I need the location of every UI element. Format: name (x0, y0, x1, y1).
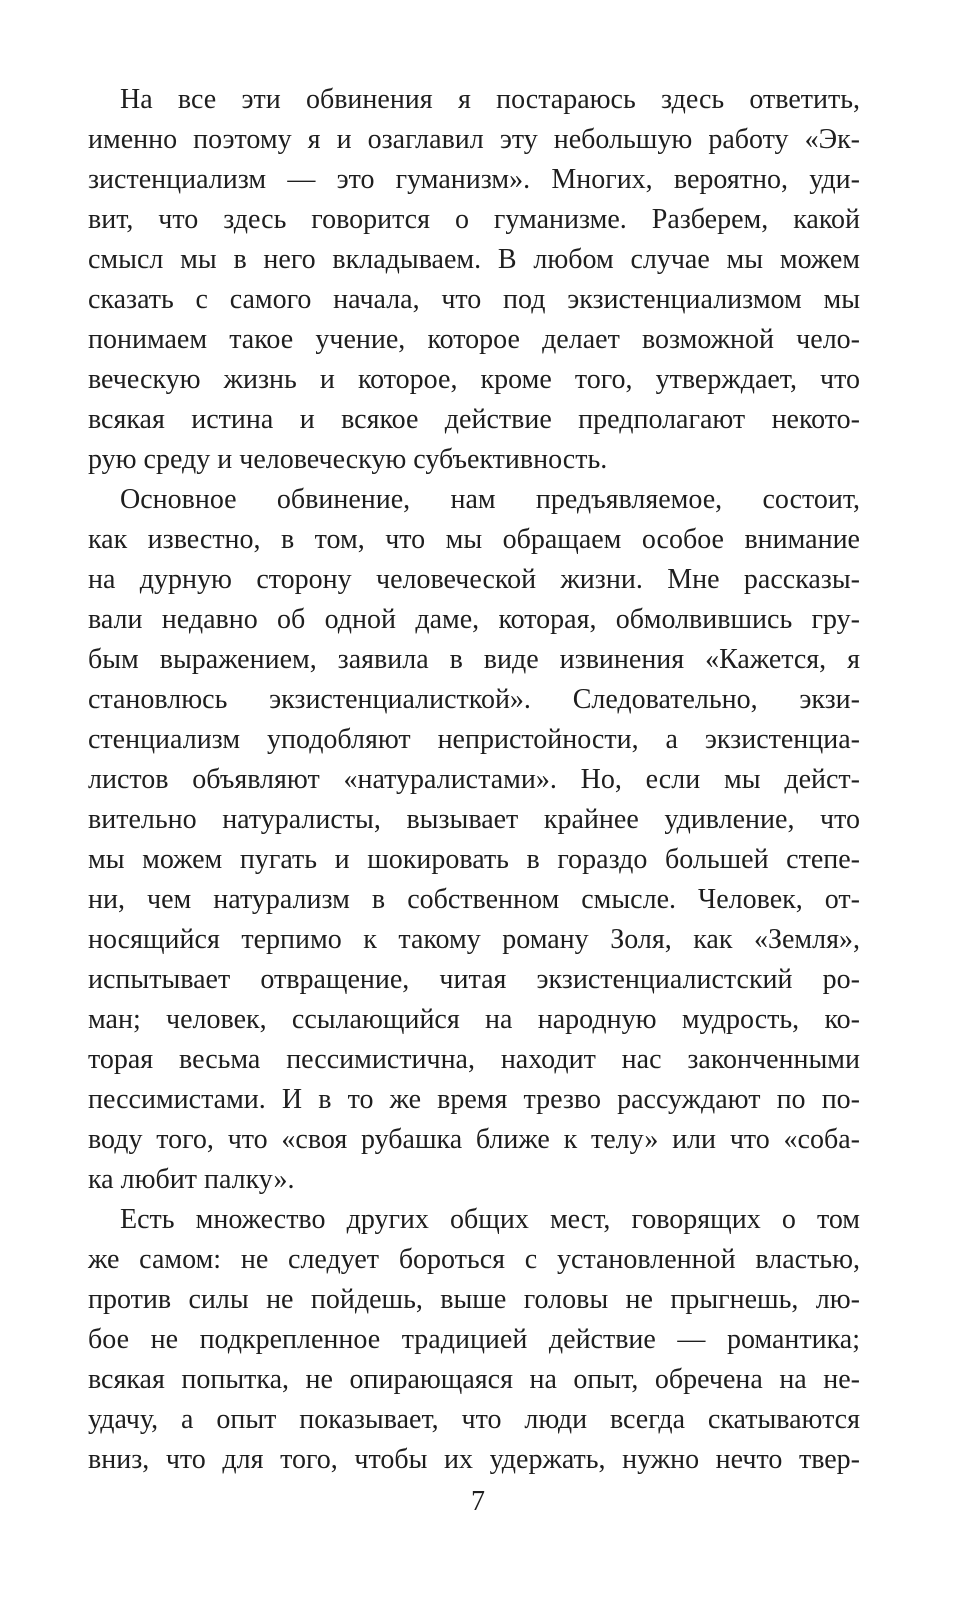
text-line: бое не подкрепленное традицией действие — романтика; (88, 1324, 860, 1355)
text-line: понимаем такое учение, которое делает возможной чело- (88, 324, 860, 355)
text-line: ман; человек, ссылающийся на народную мудрость, ко- (88, 1004, 860, 1035)
text-line: против силы не пойдешь, выше головы не прыгнешь, лю- (88, 1284, 860, 1315)
text-line: ни, чем натурализм в собственном смысле. Человек, от- (88, 884, 860, 915)
text-line: именно поэтому я и озаглавил эту небольшую работу «Эк- (88, 124, 860, 155)
page-number: 7 (471, 1486, 485, 1517)
text-line: вали недавно об одной даме, которая, обмолвившись гру- (88, 604, 860, 635)
text-line: рую среду и человеческую субъективность. (88, 444, 608, 475)
text-line: Есть множество других общих мест, говорящих о том (120, 1204, 860, 1235)
paragraph (88, 1200, 860, 1480)
text-line: торая весьма пессимистична, находит нас законченными (88, 1044, 860, 1075)
text-line: веческую жизнь и которое, кроме того, утверждает, что (88, 364, 860, 395)
text-line: вит, что здесь говорится о гуманизме. Разберем, какой (88, 204, 860, 235)
text-line: стенциализм уподобляют непристойности, а экзистенциа- (88, 724, 860, 755)
book-page-text (88, 80, 860, 1480)
text-line: всякая истина и всякое действие предполагают некото- (88, 404, 860, 435)
text-line: листов объявляют «натуралистами». Но, если мы дейст- (88, 764, 860, 795)
text-line: ка любит палку». (88, 1164, 295, 1195)
text-line: вительно натуралисты, вызывает крайнее удивление, что (88, 804, 860, 835)
text-line: становлюсь экзистенциалисткой». Следовательно, экзи- (88, 684, 860, 715)
text-line: пессимистами. И в то же время трезво рассуждают по по- (88, 1084, 860, 1115)
text-line: смысл мы в него вкладываем. В любом случае мы можем (88, 244, 860, 275)
text-line: вниз, что для того, чтобы их удержать, нужно нечто твер- (88, 1444, 860, 1475)
text-line: на дурную сторону человеческой жизни. Мне рассказы- (88, 564, 860, 595)
text-line: На все эти обвинения я постараюсь здесь ответить, (120, 84, 860, 115)
text-line: воду того, что «своя рубашка ближе к телу» или что «соба- (88, 1124, 860, 1155)
text-line: мы можем пугать и шокировать в гораздо большей степе- (88, 844, 860, 875)
text-line: испытывает отвращение, читая экзистенциалистский ро- (88, 964, 860, 995)
paragraph (88, 480, 860, 1200)
text-line: зистенциализм — это гуманизм». Многих, вероятно, уди- (88, 164, 860, 195)
text-line: носящийся терпимо к такому роману Золя, как «Земля», (88, 924, 860, 955)
text-line: как известно, в том, что мы обращаем особое внимание (88, 524, 860, 555)
text-line: Основное обвинение, нам предъявляемое, состоит, (120, 484, 860, 515)
text-line: же самом: не следует бороться с установленной властью, (88, 1244, 860, 1275)
text-line: всякая попытка, не опирающаяся на опыт, обречена на не- (88, 1364, 860, 1395)
text-line: сказать с самого начала, что под экзистенциализмом мы (88, 284, 860, 315)
text-line: бым выражением, заявила в виде извинения «Кажется, я (88, 644, 860, 675)
paragraph (88, 80, 860, 480)
text-line: удачу, а опыт показывает, что люди всегда скатываются (88, 1404, 860, 1435)
